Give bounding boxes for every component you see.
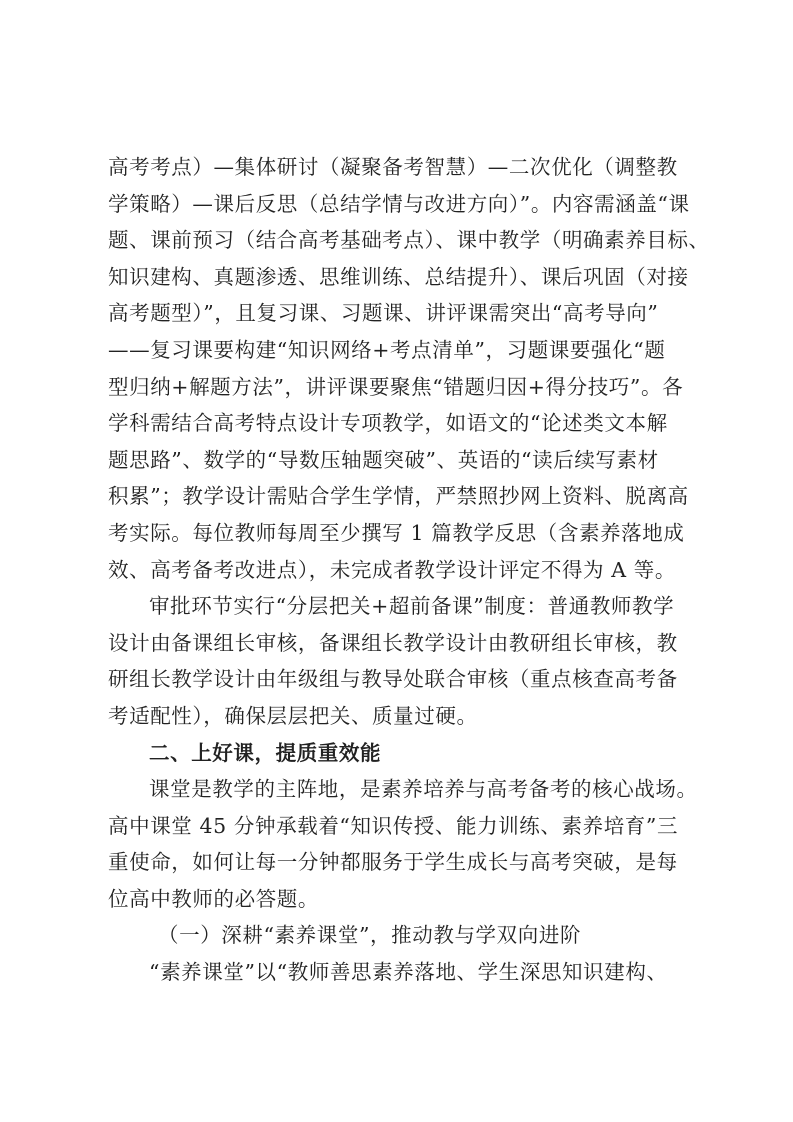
text-line: 型归纳+解题方法”，讲评课要聚焦“错题归因+得分技巧”。各 xyxy=(108,374,684,399)
text-line: 高考题型）”，且复习课、习题课、讲评课需突出“高考导向” xyxy=(108,301,659,326)
text-line: 学科需结合高考特点设计专项教学，如语文的“论述类文本解 xyxy=(108,411,668,436)
paragraph-start-line: 审批环节实行“分层把关+超前备课”制度：普通教师教学 xyxy=(149,594,675,619)
text-line: 效、高考备考改进点），未完成者教学设计评定不得为 A 等。 xyxy=(108,557,676,582)
text-line: 知识建构、真题渗透、思维训练、总结提升）、课后巩固（对接 xyxy=(108,264,689,289)
text-line: 考实际。每位教师每周至少撰写 1 篇教学反思（含素养落地成 xyxy=(108,520,685,545)
text-line: 高中课堂 45 分钟承载着“知识传授、能力训练、素养培育”三 xyxy=(108,813,679,838)
text-line: 学策略）—课后反思（总结学情与改进方向）”。内容需涵盖“课 xyxy=(108,191,690,216)
text-line: 研组长教学设计由年级组与教导处联合审核（重点核查高考备 xyxy=(108,667,678,692)
text-line: 题思路”、数学的“导数压轴题突破”、英语的“读后续写素材 xyxy=(108,447,659,472)
subsection-heading: （一）深耕“素养课堂”，推动教与学双向进阶 xyxy=(158,923,582,948)
text-line: 高考考点）—集体研讨（凝聚备考智慧）—二次优化（调整教 xyxy=(108,155,678,179)
section-heading: 二、上好课，提质重效能 xyxy=(149,740,382,765)
paragraph-start-line: “素养课堂”以“教师善思素养落地、学生深思知识建构、 xyxy=(149,960,668,985)
text-line: 重使命，如何让每一分钟都服务于学生成长与高考突破，是每 xyxy=(108,850,678,875)
text-line: 位高中教师的必答题。 xyxy=(108,886,319,911)
text-line: 积累”；教学设计需贴合学生学情，严禁照抄网上资料、脱离高 xyxy=(108,484,689,509)
paragraph-start-line: 课堂是教学的主阵地，是素养培养与高考备考的核心战场。 xyxy=(149,777,698,802)
text-line: 题、课前预习（结合高考基础考点）、课中教学（明确素养目标、 xyxy=(108,228,710,253)
text-line: 考适配性），确保层层把关、质量过硬。 xyxy=(108,703,478,728)
text-line: 设计由备课组长审核，备课组长教学设计由教研组长审核，教 xyxy=(108,630,678,655)
body-text xyxy=(108,149,710,991)
text-line: ——复习课要构建“知识网络+考点清单”，习题课要强化“题 xyxy=(108,337,666,362)
